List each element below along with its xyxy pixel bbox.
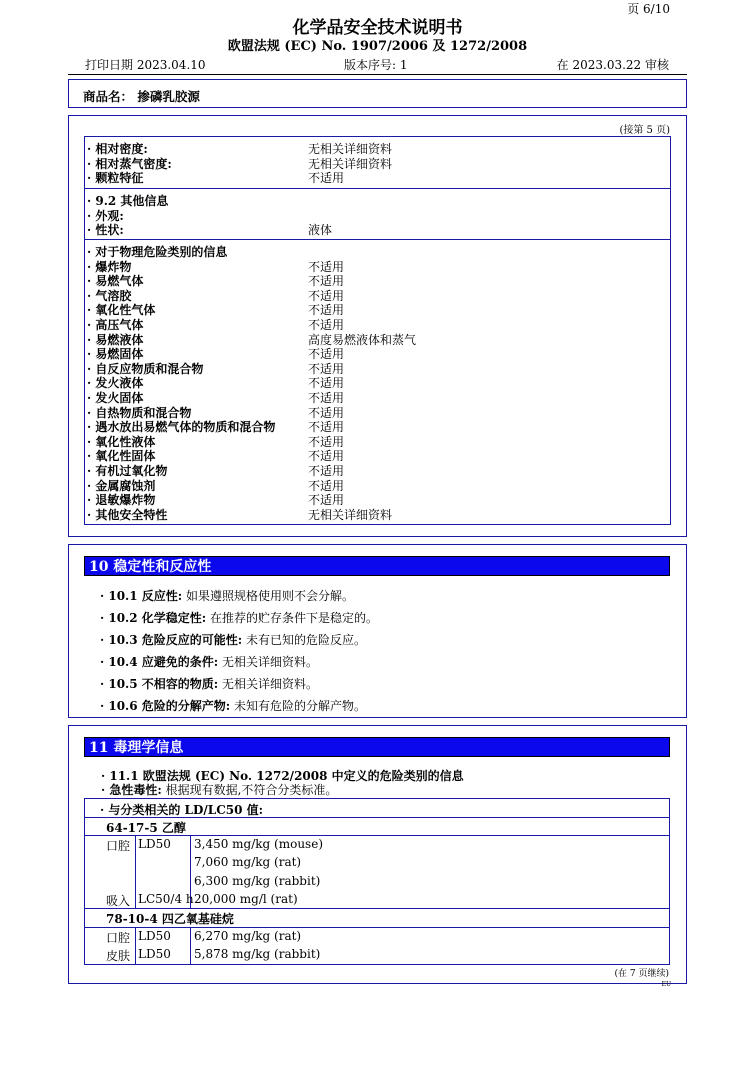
- reactivity-item-text: 未有已知的危险反应。: [242, 633, 367, 647]
- property-value: 不适用: [308, 464, 345, 478]
- property-row: [85, 508, 670, 523]
- hazard-class-info: · 11.1 欧盟法规 (EC) No. 1272/2008 中定义的危险类别的信息: [101, 769, 464, 783]
- property-value: 不适用: [308, 434, 345, 449]
- property-label: · 易燃固体: [87, 347, 144, 362]
- property-label: · 有机过氧化物: [87, 464, 168, 478]
- property-label: · 颗粒特征: [87, 171, 144, 186]
- property-label: · 金属腐蚀剂: [87, 478, 156, 493]
- property-value: 液体: [308, 223, 333, 238]
- section-11-heading: 11 毒理学信息: [84, 737, 670, 757]
- reactivity-item-text: 未知有危险的分解产物。: [230, 699, 367, 713]
- property-value: 不适用: [308, 288, 345, 303]
- property-label: · 发火固体: [87, 391, 144, 405]
- property-value: 不适用: [308, 361, 345, 376]
- property-label: · 相对蒸气密度:: [87, 156, 172, 171]
- property-value: 高度易燃液体和蒸气: [308, 332, 417, 347]
- test-type: LD50: [138, 947, 171, 962]
- table-column-line: [135, 835, 136, 908]
- property-value: 不适用: [308, 391, 345, 405]
- continued-from-note: (接第 5 页): [619, 125, 670, 136]
- property-row: [85, 449, 670, 464]
- reactivity-item-label: · 10.6 危险的分解产物:: [100, 699, 231, 713]
- property-row: [85, 479, 670, 494]
- test-type: LD50: [138, 929, 171, 943]
- property-row: [85, 406, 670, 421]
- property-label: · 自反应物质和混合物: [87, 361, 204, 376]
- property-value: 无相关详细资料: [308, 507, 393, 522]
- version-number: 版本序号: 1: [344, 58, 408, 72]
- test-type: LD50: [138, 837, 171, 851]
- property-row: [85, 142, 670, 157]
- property-group-1: [84, 136, 671, 189]
- property-value: 不适用: [308, 478, 345, 493]
- property-label: · 氧化性气体: [87, 303, 156, 318]
- property-row: [85, 274, 670, 289]
- document-subtitle: 欧盟法规 (EC) No. 1907/2006 及 1272/2008: [227, 39, 528, 54]
- property-row: [85, 289, 670, 304]
- property-row: [85, 333, 670, 348]
- property-label: · 氧化性固体: [87, 449, 156, 464]
- reactivity-item: [100, 587, 354, 604]
- property-row: [85, 347, 670, 362]
- reactivity-item-text: 无相关详细资料。: [218, 677, 319, 691]
- property-group-2: [84, 188, 671, 240]
- property-value: 不适用: [308, 405, 345, 420]
- property-value: 不适用: [308, 171, 345, 186]
- acute-toxicity-text: 根据现有数据,不符合分类标准。: [161, 783, 338, 797]
- property-row: [85, 420, 670, 435]
- reactivity-item: [100, 631, 366, 648]
- exposure-route: 口腔: [106, 931, 131, 945]
- substance-2-name: 78-10-4 四乙氧基硅烷: [106, 912, 234, 926]
- product-name: 商品名： 掺磷乳胶源: [83, 89, 200, 104]
- property-row: [85, 318, 670, 333]
- property-label: · 性状:: [87, 223, 124, 238]
- toxicity-value: 6,300 mg/kg (rabbit): [194, 873, 321, 888]
- property-row: [85, 435, 670, 450]
- table-title: · 与分类相关的 LD/LC50 值:: [100, 803, 264, 817]
- property-label: · 爆炸物: [87, 259, 132, 274]
- toxicity-value: 3,450 mg/kg (mouse): [194, 837, 323, 851]
- table-column-line: [135, 927, 136, 965]
- reactivity-item: [100, 609, 378, 626]
- table-column-line: [190, 927, 191, 965]
- section-9-box: [68, 115, 687, 537]
- table-divider: [84, 927, 670, 928]
- property-label: · 氧化性液体: [87, 434, 156, 449]
- document-title: 化学品安全技术说明书: [292, 18, 463, 38]
- property-label: · 9.2 其他信息: [87, 194, 169, 208]
- property-row: [85, 303, 670, 318]
- property-row: [85, 157, 670, 172]
- property-label: · 高压气体: [87, 318, 144, 332]
- property-value: 不适用: [308, 347, 345, 362]
- property-row: [85, 362, 670, 377]
- header-divider: [68, 74, 687, 75]
- page-number: 页 6/10: [627, 2, 670, 16]
- reactivity-item-label: · 10.1 反应性:: [100, 589, 183, 603]
- reactivity-item-label: · 10.4 应避免的条件:: [100, 655, 219, 669]
- print-date: 打印日期 2023.04.10: [85, 58, 206, 72]
- test-type: LC50/4 h: [138, 891, 194, 906]
- property-row: [85, 376, 670, 391]
- acute-toxicity-label: · 急性毒性:: [101, 783, 162, 797]
- reactivity-item-label: · 10.2 化学稳定性:: [100, 611, 207, 625]
- reactivity-item-label: · 10.3 危险反应的可能性:: [100, 633, 243, 647]
- reactivity-item-text: 在推荐的贮存条件下是稳定的。: [206, 611, 379, 625]
- property-label: · 相对密度:: [87, 142, 148, 156]
- property-label: · 自热物质和混合物: [87, 405, 192, 420]
- section-10-heading: 10 稳定性和反应性: [84, 556, 670, 576]
- property-value: 不适用: [308, 303, 345, 318]
- property-row: [85, 223, 670, 238]
- table-divider: [84, 908, 670, 909]
- substance-1-name: 64-17-5 乙醇: [106, 821, 186, 835]
- property-label: · 气溶胶: [87, 288, 132, 303]
- property-label: · 易燃气体: [87, 274, 144, 289]
- reactivity-item-text: 无相关详细资料。: [218, 655, 319, 669]
- property-label: · 对于物理危险类别的信息: [87, 245, 228, 259]
- continued-on-note: (在 7 页继续): [614, 969, 669, 979]
- property-value: 不适用: [308, 493, 345, 508]
- property-label: · 易燃液体: [87, 332, 144, 347]
- property-label: · 退敏爆炸物: [87, 493, 156, 508]
- exposure-route: 皮肤: [106, 949, 131, 964]
- reactivity-item: [100, 653, 318, 670]
- property-row: [85, 245, 670, 260]
- review-date: 在 2023.03.22 审核: [556, 58, 669, 72]
- property-label: · 其他安全特性: [87, 507, 168, 522]
- property-value: 不适用: [308, 449, 345, 464]
- toxicity-value: 6,270 mg/kg (rat): [194, 929, 302, 943]
- property-label: · 遇水放出易燃气体的物质和混合物: [87, 420, 276, 435]
- property-row: [85, 194, 670, 209]
- property-row: [85, 171, 670, 186]
- property-label: · 外观:: [87, 208, 124, 223]
- property-row: [85, 464, 670, 479]
- property-value: 不适用: [308, 259, 345, 274]
- exposure-route: 口腔: [106, 839, 131, 853]
- property-value: 不适用: [308, 274, 345, 289]
- reactivity-item: [100, 675, 318, 692]
- reactivity-item-label: · 10.5 不相容的物质:: [100, 677, 219, 691]
- exposure-route: 吸入: [106, 893, 131, 908]
- property-value: 无相关详细资料: [308, 156, 393, 171]
- region-mark: EU: [661, 981, 671, 988]
- property-row: [85, 209, 670, 224]
- toxicity-value: 7,060 mg/kg (rat): [194, 855, 302, 870]
- property-row: [85, 391, 670, 406]
- product-name-box: [68, 79, 687, 108]
- acute-toxicity-line: [101, 781, 337, 798]
- property-row: [85, 260, 670, 275]
- toxicity-value: 20,000 mg/l (rat): [194, 891, 298, 906]
- toxicity-value: 5,878 mg/kg (rabbit): [194, 947, 321, 962]
- property-value: 不适用: [308, 376, 345, 391]
- property-value: 不适用: [308, 318, 345, 332]
- property-label: · 发火液体: [87, 376, 144, 391]
- reactivity-item-text: 如果遵照规格使用则不会分解。: [182, 589, 355, 603]
- property-value: 不适用: [308, 420, 345, 435]
- property-value: 无相关详细资料: [308, 142, 393, 156]
- property-row: [85, 493, 670, 508]
- property-group-3: [84, 239, 671, 525]
- reactivity-item: [100, 697, 366, 714]
